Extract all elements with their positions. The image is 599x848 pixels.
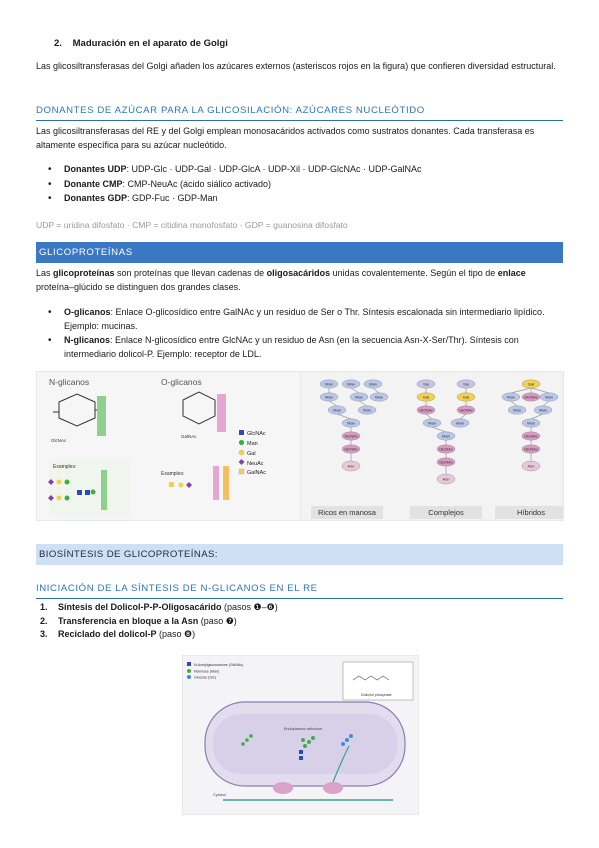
- svg-text:Man: Man: [456, 420, 464, 426]
- section-title: Maduración en el aparato de Golgi: [72, 38, 228, 49]
- svg-text:Ricos en manosa: Ricos en manosa: [318, 508, 376, 517]
- glcnac-node: [522, 432, 540, 440]
- man-node: [502, 393, 520, 401]
- glycan-type-caption: [311, 506, 383, 519]
- svg-text:Man: Man: [325, 394, 333, 400]
- svg-text:Man: Man: [247, 441, 258, 447]
- asn-node: [437, 474, 455, 484]
- dolichol-pathway-figure: [182, 655, 419, 815]
- svg-text:NeuAc: NeuAc: [247, 461, 264, 467]
- list-item: • Donante CMP: CMP-NeuAc (ácido siálico activado): [36, 178, 563, 192]
- man-node: [320, 380, 338, 388]
- svg-text:Man: Man: [355, 394, 363, 400]
- list-item: • Donantes UDP: UDP-Glc · UDP-Gal · UDP-GlcA · UDP-Xil · UDP-GlcNAc · UDP-GalNAc: [36, 163, 563, 177]
- initiation-heading: INICIACIÓN DE LA SÍNTESIS DE N-GLICANOS EN EL RE: [36, 582, 563, 599]
- n-glycans-title: N-glicanos: [49, 377, 90, 387]
- svg-text:Man: Man: [363, 407, 371, 413]
- svg-text:Man: Man: [347, 420, 355, 426]
- donors-heading: DONANTES DE AZÚCAR PARA LA GLICOSILACIÓN: AZÚCARES NUCLEÓTIDO: [36, 104, 563, 121]
- glycoproteins-paragraph: Las glicoproteínas son proteínas que llevan cadenas de oligosacáridos unidas covalentemente. Según el tipo de enlace proteína–glúcido se distinguen dos grandes clases.: [36, 268, 526, 292]
- glcnac-node: [342, 445, 360, 453]
- svg-text:Asn: Asn: [442, 476, 450, 482]
- man-node: [320, 393, 338, 401]
- glcnac-node: [437, 458, 455, 466]
- intro-paragraph: Las glicosiltransferasas del Golgi añaden los azúcares externos (asteriscos rojos en la figura) que confieren diversidad estructural.: [36, 61, 556, 71]
- glcnac-node: [457, 406, 475, 414]
- svg-text:Mannose (Man): Mannose (Man): [194, 669, 220, 674]
- svg-text:Man: Man: [442, 433, 450, 439]
- svg-text:Man: Man: [428, 420, 436, 426]
- svg-text:Complejos: Complejos: [428, 508, 464, 517]
- svg-text:Gal: Gal: [527, 381, 535, 387]
- sia-node: [457, 380, 475, 388]
- svg-text:Gal: Gal: [462, 394, 470, 400]
- donors-list: [36, 163, 563, 206]
- svg-text:Man: Man: [539, 407, 547, 413]
- man-node: [358, 406, 376, 414]
- glycoproteins-band: GLICOPROTEÍNAS: [36, 242, 563, 263]
- donors-footnote: UDP = uridina difosfato · CMP = citidina monofosfato · GDP = guanosina difosfato: [36, 220, 348, 230]
- svg-text:GlcNAc: GlcNAc: [247, 431, 266, 437]
- man-node: [370, 393, 388, 401]
- list-item: 2. Transferencia en bloque a la Asn (paso ❼): [40, 615, 237, 626]
- man-node: [342, 380, 360, 388]
- svg-text:Man: Man: [513, 407, 521, 413]
- man-node: [522, 419, 540, 427]
- list-item: • Donantes GDP: GDP-Fuc · GDP-Man: [36, 192, 563, 206]
- glycan-types-diagram: [301, 372, 563, 520]
- svg-text:GlcNAc: GlcNAc: [439, 459, 453, 465]
- svg-text:GlcNAc: GlcNAc: [344, 446, 358, 452]
- svg-text:Man: Man: [369, 381, 377, 387]
- svg-text:Dolichol phosphate: Dolichol phosphate: [361, 693, 392, 697]
- svg-text:Asn: Asn: [527, 463, 535, 469]
- svg-text:Asn: Asn: [347, 463, 355, 469]
- svg-text:GlcNAc: GlcNAc: [524, 446, 538, 452]
- svg-text:GlcNAc: GlcNAc: [51, 438, 67, 443]
- gal-node: [522, 380, 540, 388]
- glcnac-node: [437, 445, 455, 453]
- svg-text:GlcNAc: GlcNAc: [344, 433, 358, 439]
- dolichol-pathway-diagram: [183, 656, 418, 814]
- asn-node: [522, 461, 540, 471]
- glcnac-node: [522, 445, 540, 453]
- glycan-linkage-figure: [36, 371, 302, 521]
- man-node: [534, 406, 552, 414]
- svg-text:Sia: Sia: [423, 381, 429, 387]
- glycan-types-figure: [300, 371, 564, 521]
- glcnac-node: [417, 406, 435, 414]
- man-node: [540, 393, 558, 401]
- glcnac-node: [522, 393, 540, 401]
- initiation-steps: [36, 601, 563, 642]
- sia-node: [417, 380, 435, 388]
- glycan-type-caption: [495, 506, 563, 519]
- svg-text:Glucose (Glc): Glucose (Glc): [194, 675, 216, 680]
- glycan-linkage-diagram: [37, 372, 301, 520]
- svg-text:Gal: Gal: [422, 394, 430, 400]
- man-node: [451, 419, 469, 427]
- svg-text:Man: Man: [507, 394, 515, 400]
- svg-text:Examples:: Examples:: [161, 471, 185, 477]
- glcnac-node: [342, 432, 360, 440]
- svg-text:Man: Man: [545, 394, 553, 400]
- svg-text:Man: Man: [347, 381, 355, 387]
- svg-text:Cytosol: Cytosol: [213, 793, 226, 797]
- gal-node: [457, 393, 475, 401]
- list-item: • N-glicanos: Enlace N-glicosídico entre GlcNAc y un residuo de Asn (en la secuencia Asn-X-Ser/Thr). Síntesis con intermediario dolicol-P. Ejemplo: receptor de LDL.: [36, 334, 563, 361]
- man-node: [328, 406, 346, 414]
- svg-text:N-Acetylglucosamine (GlcNAc): N-Acetylglucosamine (GlcNAc): [194, 663, 244, 667]
- list-item: 1. Síntesis del Dolicol-P-P-Oligosacárido (pasos ❶–❻): [40, 602, 278, 612]
- glycan-type-caption: [410, 506, 482, 519]
- glycan-classes-list: [36, 306, 563, 361]
- svg-text:GlcNAc: GlcNAc: [524, 433, 538, 439]
- svg-text:Man: Man: [527, 420, 535, 426]
- svg-text:Sia: Sia: [463, 381, 469, 387]
- donors-paragraph: Las glicosiltransferasas del RE y del Golgi emplean monosacáridos activados como sustratos donantes. Cada transferasa es altamente específica para su azúcar nucleótido.: [36, 126, 535, 150]
- biosynthesis-band: BIOSÍNTESIS DE GLICOPROTEÍNAS:: [36, 544, 563, 565]
- gal-node: [417, 393, 435, 401]
- list-item: • O-glicanos: Enlace O-glicosídico entre GalNAc y un residuo de Ser o Thr. Síntesis escalonada sin intermediario lipídico. Ejemplo: mucinas.: [36, 306, 563, 333]
- svg-text:GlcNAc: GlcNAc: [439, 446, 453, 452]
- svg-text:Endoplasmic reticulum: Endoplasmic reticulum: [283, 727, 323, 731]
- svg-text:Man: Man: [333, 407, 341, 413]
- list-item: 3. Reciclado del dolicol-P (paso ❽): [40, 629, 196, 639]
- svg-text:GlcNAc: GlcNAc: [459, 407, 473, 413]
- svg-text:Híbridos: Híbridos: [517, 508, 545, 517]
- asn-node: [342, 461, 360, 471]
- svg-text:Man: Man: [375, 394, 383, 400]
- svg-text:GalNAc: GalNAc: [247, 470, 266, 476]
- man-node: [350, 393, 368, 401]
- man-node: [437, 432, 455, 440]
- svg-text:GlcNAc: GlcNAc: [524, 394, 538, 400]
- svg-text:GalNAc: GalNAc: [181, 434, 197, 439]
- man-node: [423, 419, 441, 427]
- svg-text:Man: Man: [325, 381, 333, 387]
- o-glycans-title: O-glicanos: [161, 377, 202, 387]
- man-node: [364, 380, 382, 388]
- section-number: 2.: [54, 38, 62, 49]
- man-node: [508, 406, 526, 414]
- svg-text:GlcNAc: GlcNAc: [419, 407, 433, 413]
- svg-text:Examples:: Examples:: [53, 464, 77, 470]
- svg-text:Gal: Gal: [247, 451, 256, 457]
- section-heading: [54, 37, 228, 51]
- man-node: [342, 419, 360, 427]
